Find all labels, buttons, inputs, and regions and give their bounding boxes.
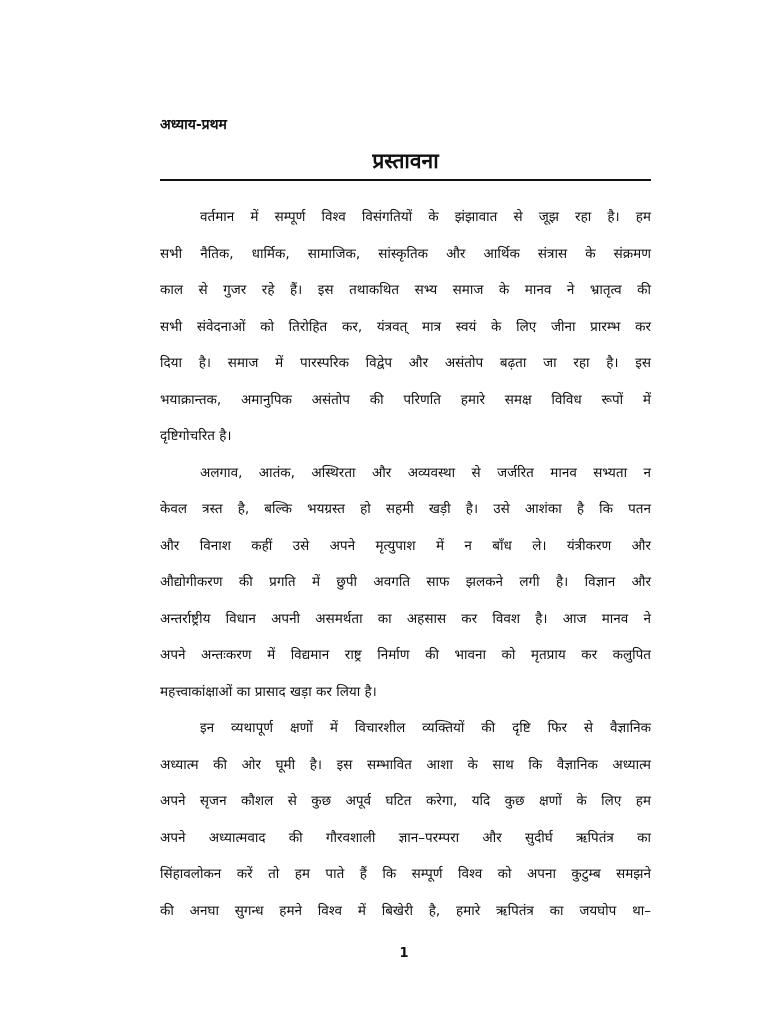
paragraph-3-line-4: अपने अध्यात्मवाद की गौरवशाली ज्ञान–परम्परा और सुदीर्घ ऋपितंत्र का [160,829,651,846]
paragraph-1-line-7: दृष्टिगोचरित है। [160,428,232,444]
paragraph-3-line-1: इन व्यथापूर्ण क्षणों में विचारशील व्यक्तियों की दृष्टि फिर से वैज्ञानिक [200,720,651,736]
paragraph-2-line-7: महत्त्वाकांक्षाओं का प्रासाद खड़ा कर लिया है। [160,683,377,700]
paragraph-3-line-2: अध्यात्म की ओर घूमी है। इस सम्भावित आशा के साथ कि वैज्ञानिक अध्यात्म [160,756,651,773]
paragraph-1-line-4: सभी संवेदनाओं को तिरोहित कर, यंत्रवत् मात्र स्वयं के लिए जीना प्रारम्भ कर [160,318,651,335]
page-number: 1 [399,946,409,961]
paragraph-1-line-2: सभी नैतिक, धार्मिक, सामाजिक, सांस्कृतिक और आर्थिक संत्रास के संक्रमण [160,245,651,262]
paragraph-3-line-3: अपने सृजन कौशल से कुछ अपूर्व घटित करेगा, यदि कुछ क्षणों के लिए हम [160,793,651,809]
paragraph-1-line-6: भयाक्रान्तक, अमानुपिक असंतोप की परिणति हमारे समक्ष विविध रूपों में [160,391,651,408]
body-text [160,205,651,935]
paragraph-1-line-5: दिया है। समाज में पारस्परिक विद्वेप और असंतोप बढ़ता जा रहा है। इस [160,355,651,371]
chapter-label: अध्याय-प्रथम [160,117,227,133]
paragraph-2-line-2: केवल त्रस्त है, बल्कि भयग्रस्त हो सहमी खड़ी है। उसे आशंका है कि पतन [160,501,651,517]
paragraph-2-line-3: और विनाश कहीं उसे अपने मृत्युपाश में न बाँध ले। यंत्रीकरण और [160,537,651,554]
paragraph-3-line-5: सिंहावलोकन करें तो हम पाते हैं कि सम्पूर्ण विश्व को अपना कुटुम्ब समझने [160,866,651,882]
paragraph-1-line-3: काल से गुजर रहे हैं। इस तथाकथित सभ्य समाज के मानव ने भ्रातृत्व की [160,282,651,298]
paragraph-2-line-1: अलगाव, आतंक, अस्थिरता और अव्यवस्था से जर्जरित मानव सभ्यता न [200,464,651,481]
paragraph-1-line-1: वर्तमान में सम्पूर्ण विश्व विसंगतियों के झंझावात से जूझ रहा है। हम [200,209,651,225]
paragraph-2-line-5: अन्तर्राष्ट्रीय विधान अपनी असमर्थता का अहसास कर विवश है। आज मानव ने [160,610,651,627]
paragraph-3-line-6: की अनघा सुगन्ध हमने विश्व में बिखेरी है, हमारे ऋपितंत्र का जयघोप था– [160,902,651,919]
page-title: प्रस्तावना [372,149,439,173]
paragraph-2-line-4: औद्योगीकरण की प्रगति में छुपी अवगति साफ झलकने लगी है। विज्ञान और [160,574,651,590]
title-underline [160,179,651,181]
paragraph-2-line-6: अपने अन्तःकरण में विद्यमान राष्ट्र निर्माण की भावना को मृतप्राय कर कलुपित [160,647,651,663]
